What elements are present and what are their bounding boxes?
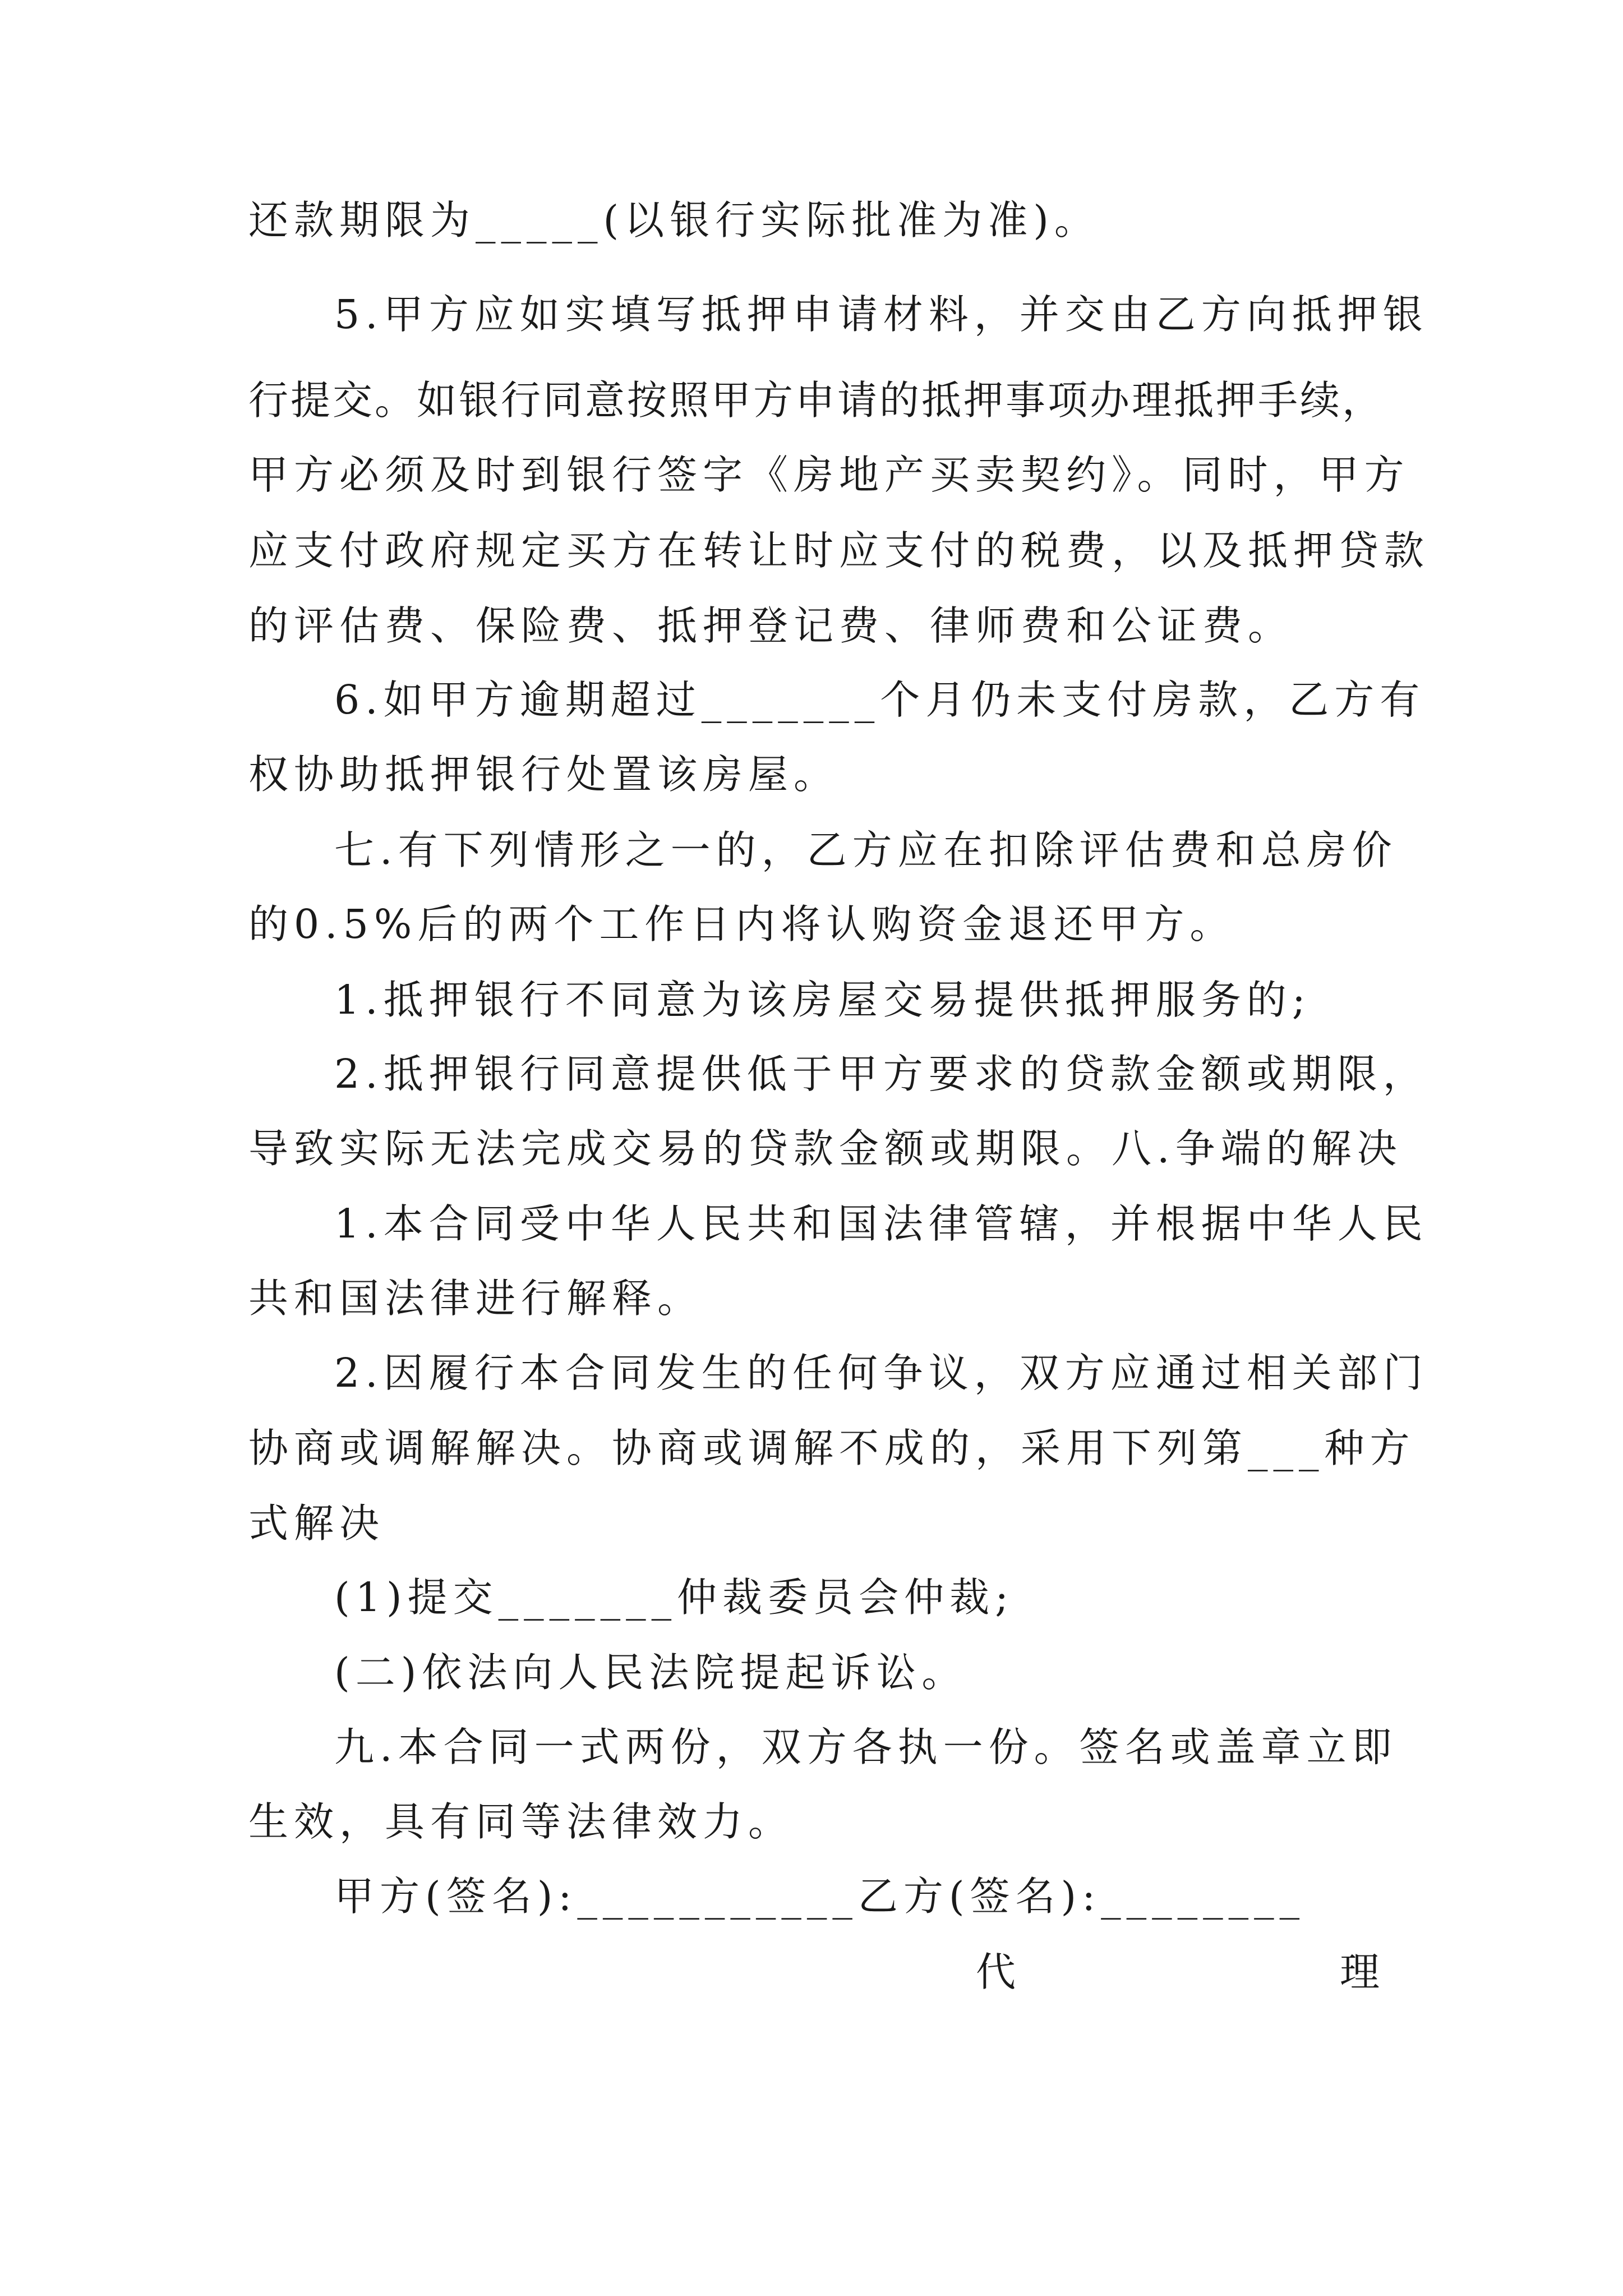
text-line-16: 2.因履行本合同发生的任何争议，双方应通过相关部门 [334,1350,1428,1396]
text-line-10: 的0.5%后的两个工作日内将认购资金退还甲方。 [248,901,1235,947]
text-line-17: 协商或调解解决。协商或调解不成的，采用下列第___种方 [248,1425,1415,1471]
text-line-11: 1.抵押银行不同意为该房屋交易提供抵押服务的; [334,977,1311,1023]
text-line-19: (1)提交_______仲裁委员会仲裁; [334,1574,1014,1621]
text-line-13: 导致实际无法完成交易的贷款金额或期限。八.争端的解决 [248,1125,1403,1172]
text-line-1: 还款期限为_____(以银行实际批准为准)。 [248,197,1100,243]
text-line-3: 行提交。如银行同意按照甲方申请的抵押事项办理抵押手续， [248,377,1385,424]
text-line-8: 权协助抵押银行处置该房屋。 [248,751,840,798]
text-line-15: 共和国法律进行解释。 [248,1275,703,1322]
text-line-21: 九.本合同一式两份，双方各执一份。签名或盖章立即 [334,1724,1398,1770]
text-line-7: 6.如甲方逾期超过_______个月仍未支付房款，乙方有 [334,677,1426,723]
text-line-18: 式解决 [248,1500,385,1547]
signature-line: 甲方(签名):___________乙方(签名):________ [334,1873,1306,1920]
agent-label-char-2: 理 [1339,1949,1380,1995]
text-line-20: (二)依法向人民法院提起诉讼。 [334,1649,967,1696]
text-line-14: 1.本合同受中华人民共和国法律管辖，并根据中华人民 [334,1200,1428,1247]
agent-label-char-1: 代 [976,1949,1016,1995]
text-line-6: 的评估费、保险费、抵押登记费、律师费和公证费。 [248,602,1294,649]
text-line-2: 5.甲方应如实填写抵押申请材料，并交由乙方向抵押银 [334,291,1428,338]
text-line-9: 七.有下列情形之一的，乙方应在扣除评估费和总房价 [334,827,1398,873]
text-line-5: 应支付政府规定买方在转让时应支付的税费，以及抵押贷款 [248,527,1430,574]
text-line-22: 生效，具有同等法律效力。 [248,1798,794,1845]
agent-label [976,1944,1380,2000]
text-line-12: 2.抵押银行同意提供低于甲方要求的贷款金额或期限， [334,1051,1428,1097]
text-line-4: 甲方必须及时到银行签字《房地产买卖契约》。同时，甲方 [248,452,1410,498]
